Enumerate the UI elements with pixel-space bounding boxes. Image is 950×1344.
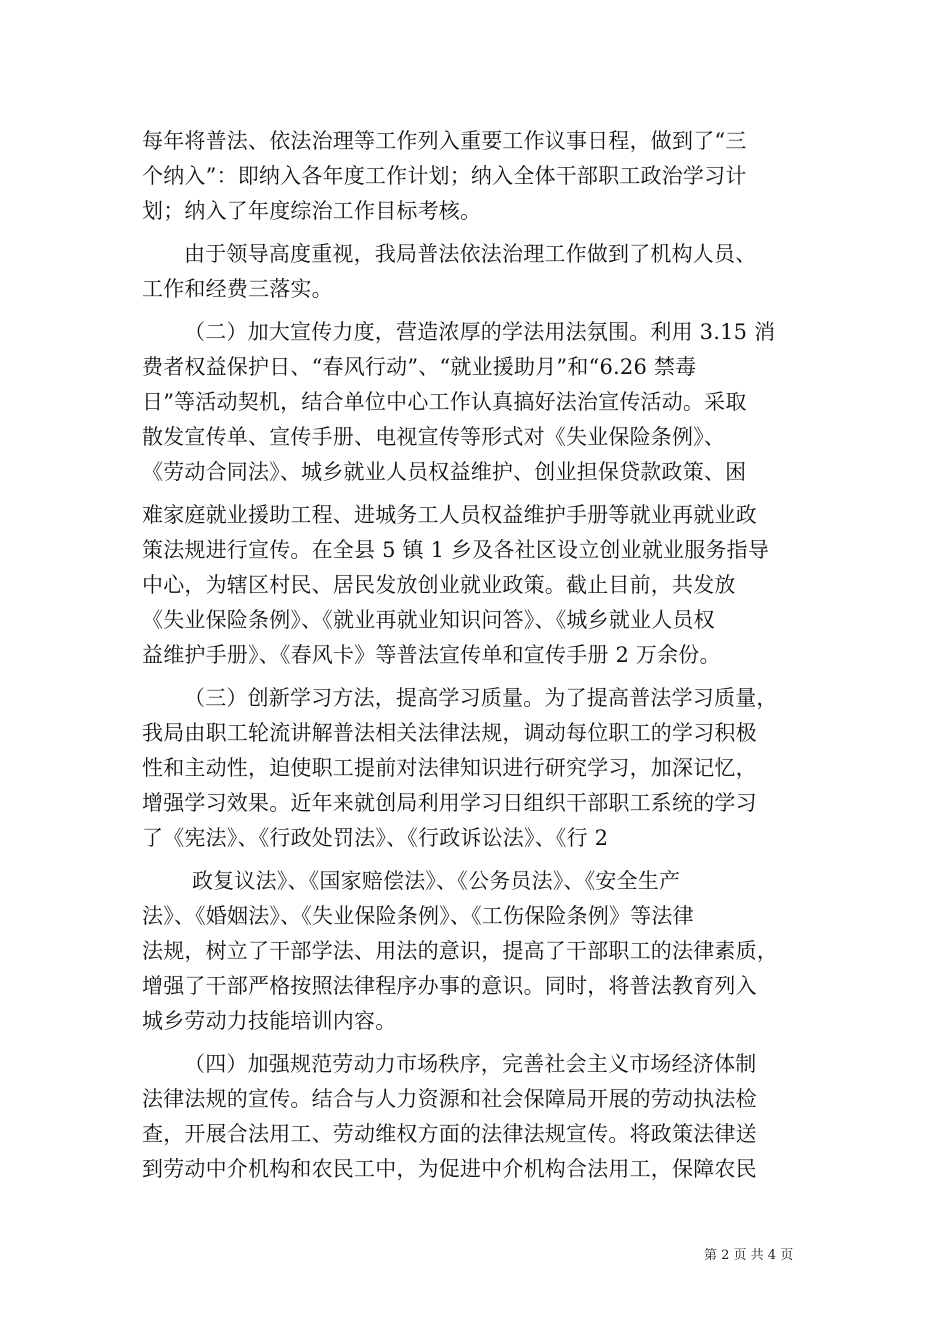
page-number-footer: 第 2 页 共 4 页 [704,1248,794,1263]
body-line: 散发宣传单、宣传手册、电视宣传等形式对《失业保险条例》、 [142,425,726,449]
body-line: 法律法规的宣传。结合与人力资源和社会保障局开展的劳动执法检 [142,1087,757,1111]
body-line: 难家庭就业援助工程、进城务工人员权益维护手册等就业再就业政 [142,503,757,527]
body-line: 法规，树立了干部学法、用法的意识，提高了干部职工的法律素质， [142,939,778,963]
body-line: 了《宪法》、《行政处罚法》、《行政诉讼法》、《行 2 [142,826,609,850]
paragraph-first-line: 由于领导高度重视，我局普法依法治理工作做到了机构人员、 [184,242,757,266]
body-line: 法》、《婚姻法》、《失业保险条例》、《工伤保险条例》等法律 [142,904,694,928]
body-line: 《劳动合同法》、城乡就业人员权益维护、创业担保贷款政策、困 [142,460,747,484]
paragraph-first-line: （四）加强规范劳动力市场秩序，完善社会主义市场经济体制 [184,1052,757,1076]
body-line: 策法规进行宣传。在全县 5 镇 1 乡及各社区设立创业就业服务指导 [142,538,770,562]
paragraph-first-line: 政复议法》、《国家赔偿法》、《公务员法》、《安全生产 [192,869,681,893]
body-line: 我局由职工轮流讲解普法相关法律法规，调动每位职工的学习积极 [142,721,757,745]
body-line: 查，开展合法用工、劳动维权方面的法律法规宣传。将政策法律送 [142,1122,757,1146]
body-line: 工作和经费三落实。 [142,277,333,301]
body-line: 划；纳入了年度综治工作目标考核。 [142,199,482,223]
body-line: 到劳动中介机构和农民工中，为促进中介机构合法用工，保障农民 [142,1157,757,1181]
body-line: 日”等活动契机，结合单位中心工作认真搞好法治宣传活动。采取 [142,390,747,414]
body-line: 费者权益保护日、“春风行动”、“就业援助月”和“6.26 禁毒 [142,355,697,379]
paragraph-first-line: （三）创新学习方法，提高学习质量。为了提高普法学习质量， [184,686,778,710]
paragraph-first-line: （二）加大宣传力度，营造浓厚的学法用法氛围。利用 3.15 消 [184,320,776,344]
body-line: 个纳入”：即纳入各年度工作计划；纳入全体干部职工政治学习计 [142,164,747,188]
body-line: 《失业保险条例》、《就业再就业知识问答》、《城乡就业人员权 [142,608,715,632]
body-line: 中心，为辖区村民、居民发放创业就业政策。截止目前，共发放 [142,573,736,597]
body-line: 每年将普法、依法治理等工作列入重要工作议事日程，做到了“三 [142,129,747,153]
body-line: 增强了干部严格按照法律程序办事的意识。同时，将普法教育列入 [142,974,757,998]
body-line: 益维护手册》、《春风卡》等普法宣传单和宣传手册 2 万余份。 [142,643,721,667]
body-line: 城乡劳动力技能培训内容。 [142,1009,397,1033]
body-line: 性和主动性，迫使职工提前对法律知识进行研究学习，加深记忆， [142,756,757,780]
body-line: 增强学习效果。近年来就创局利用学习日组织干部职工系统的学习 [142,791,757,815]
